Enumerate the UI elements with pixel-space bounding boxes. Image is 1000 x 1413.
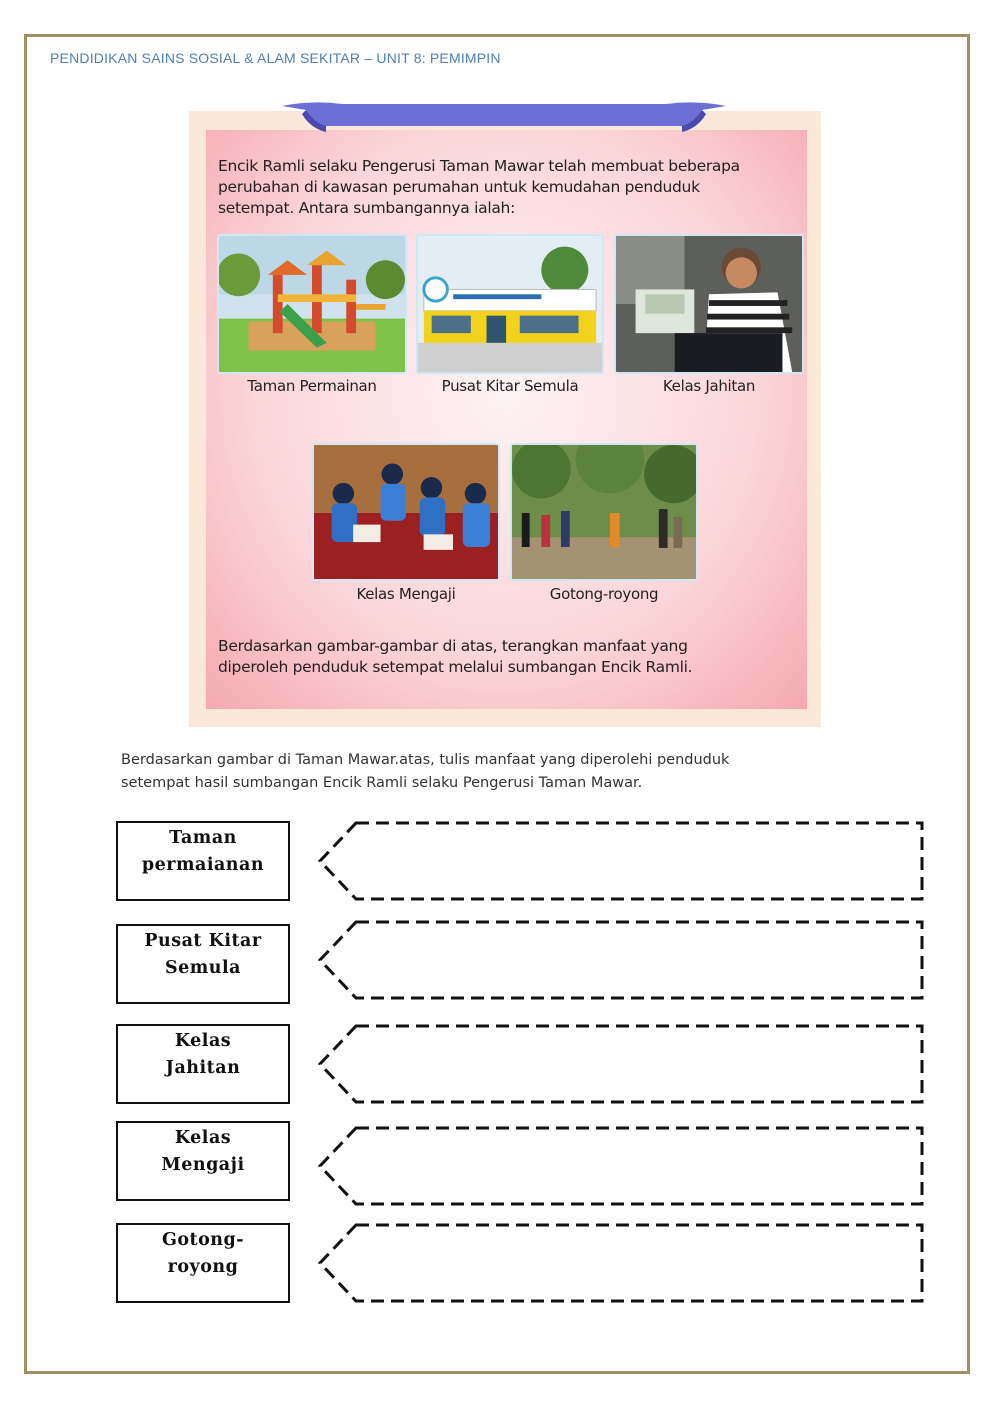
instruction-text: [121, 749, 841, 795]
label-gotong-royong: [116, 1223, 290, 1303]
answer-box-gotong-royong[interactable]: [316, 1222, 928, 1304]
gotong-royong-photo: [510, 443, 698, 581]
answer-box-pusat-kitar-semula[interactable]: [316, 919, 928, 1001]
label-line: Mengaji: [161, 1155, 245, 1175]
photo-caption: Taman Permainan: [247, 377, 377, 395]
photo-caption: Kelas Jahitan: [662, 377, 756, 395]
photo-caption: Pusat Kitar Semula: [441, 377, 579, 395]
label-line: Semula: [165, 958, 241, 978]
quran-class-photo: [312, 443, 500, 581]
playground-photo: [217, 234, 407, 374]
instruction-line: setempat hasil sumbangan Encik Ramli selaku Pengerusi Taman Mawar.: [121, 775, 643, 791]
instruction-line: Berdasarkan gambar di Taman Mawar.atas, tulis manfaat yang diperolehi penduduk: [121, 752, 730, 768]
label-kelas-mengaji: [116, 1121, 290, 1201]
panel-intro-line: Encik Ramli selaku Pengerusi Taman Mawar telah membuat beberapa: [218, 157, 740, 175]
label-line: Gotong-: [161, 1230, 245, 1250]
label-line: Taman: [169, 828, 237, 848]
recycling-center-photo: [416, 234, 604, 374]
panel-intro: [218, 156, 793, 219]
label-line: Kelas: [174, 1128, 232, 1148]
answer-box-taman-permainan[interactable]: [316, 820, 928, 902]
answer-box-kelas-mengaji[interactable]: [316, 1125, 928, 1207]
panel-question: [218, 636, 793, 678]
photo-caption: Kelas Mengaji: [356, 585, 456, 603]
label-pusat-kitar-semula: [116, 924, 290, 1004]
photo-caption: Gotong-royong: [549, 585, 659, 603]
label-line: permaianan: [141, 855, 265, 875]
label-line: Jahitan: [165, 1058, 241, 1078]
panel-question-line: diperoleh penduduk setempat melalui sumbangan Encik Ramli.: [218, 658, 693, 676]
label-line: Pusat Kitar: [144, 931, 262, 951]
label-line: royong: [167, 1257, 239, 1277]
panel-intro-line: perubahan di kawasan perumahan untuk kemudahan penduduk: [218, 178, 700, 196]
ribbon-banner: [282, 100, 726, 134]
panel-intro-line: setempat. Antara sumbangannya ialah:: [218, 199, 515, 217]
label-taman-permainan: [116, 821, 290, 901]
sewing-class-photo: [614, 234, 804, 374]
panel-question-line: Berdasarkan gambar-gambar di atas, terangkan manfaat yang: [218, 637, 688, 655]
label-kelas-jahitan: [116, 1024, 290, 1104]
page-header: PENDIDIKAN SAINS SOSIAL & ALAM SEKITAR – UNIT 8: PEMIMPIN: [50, 50, 501, 66]
answer-box-kelas-jahitan[interactable]: [316, 1023, 928, 1105]
label-line: Kelas: [174, 1031, 232, 1051]
